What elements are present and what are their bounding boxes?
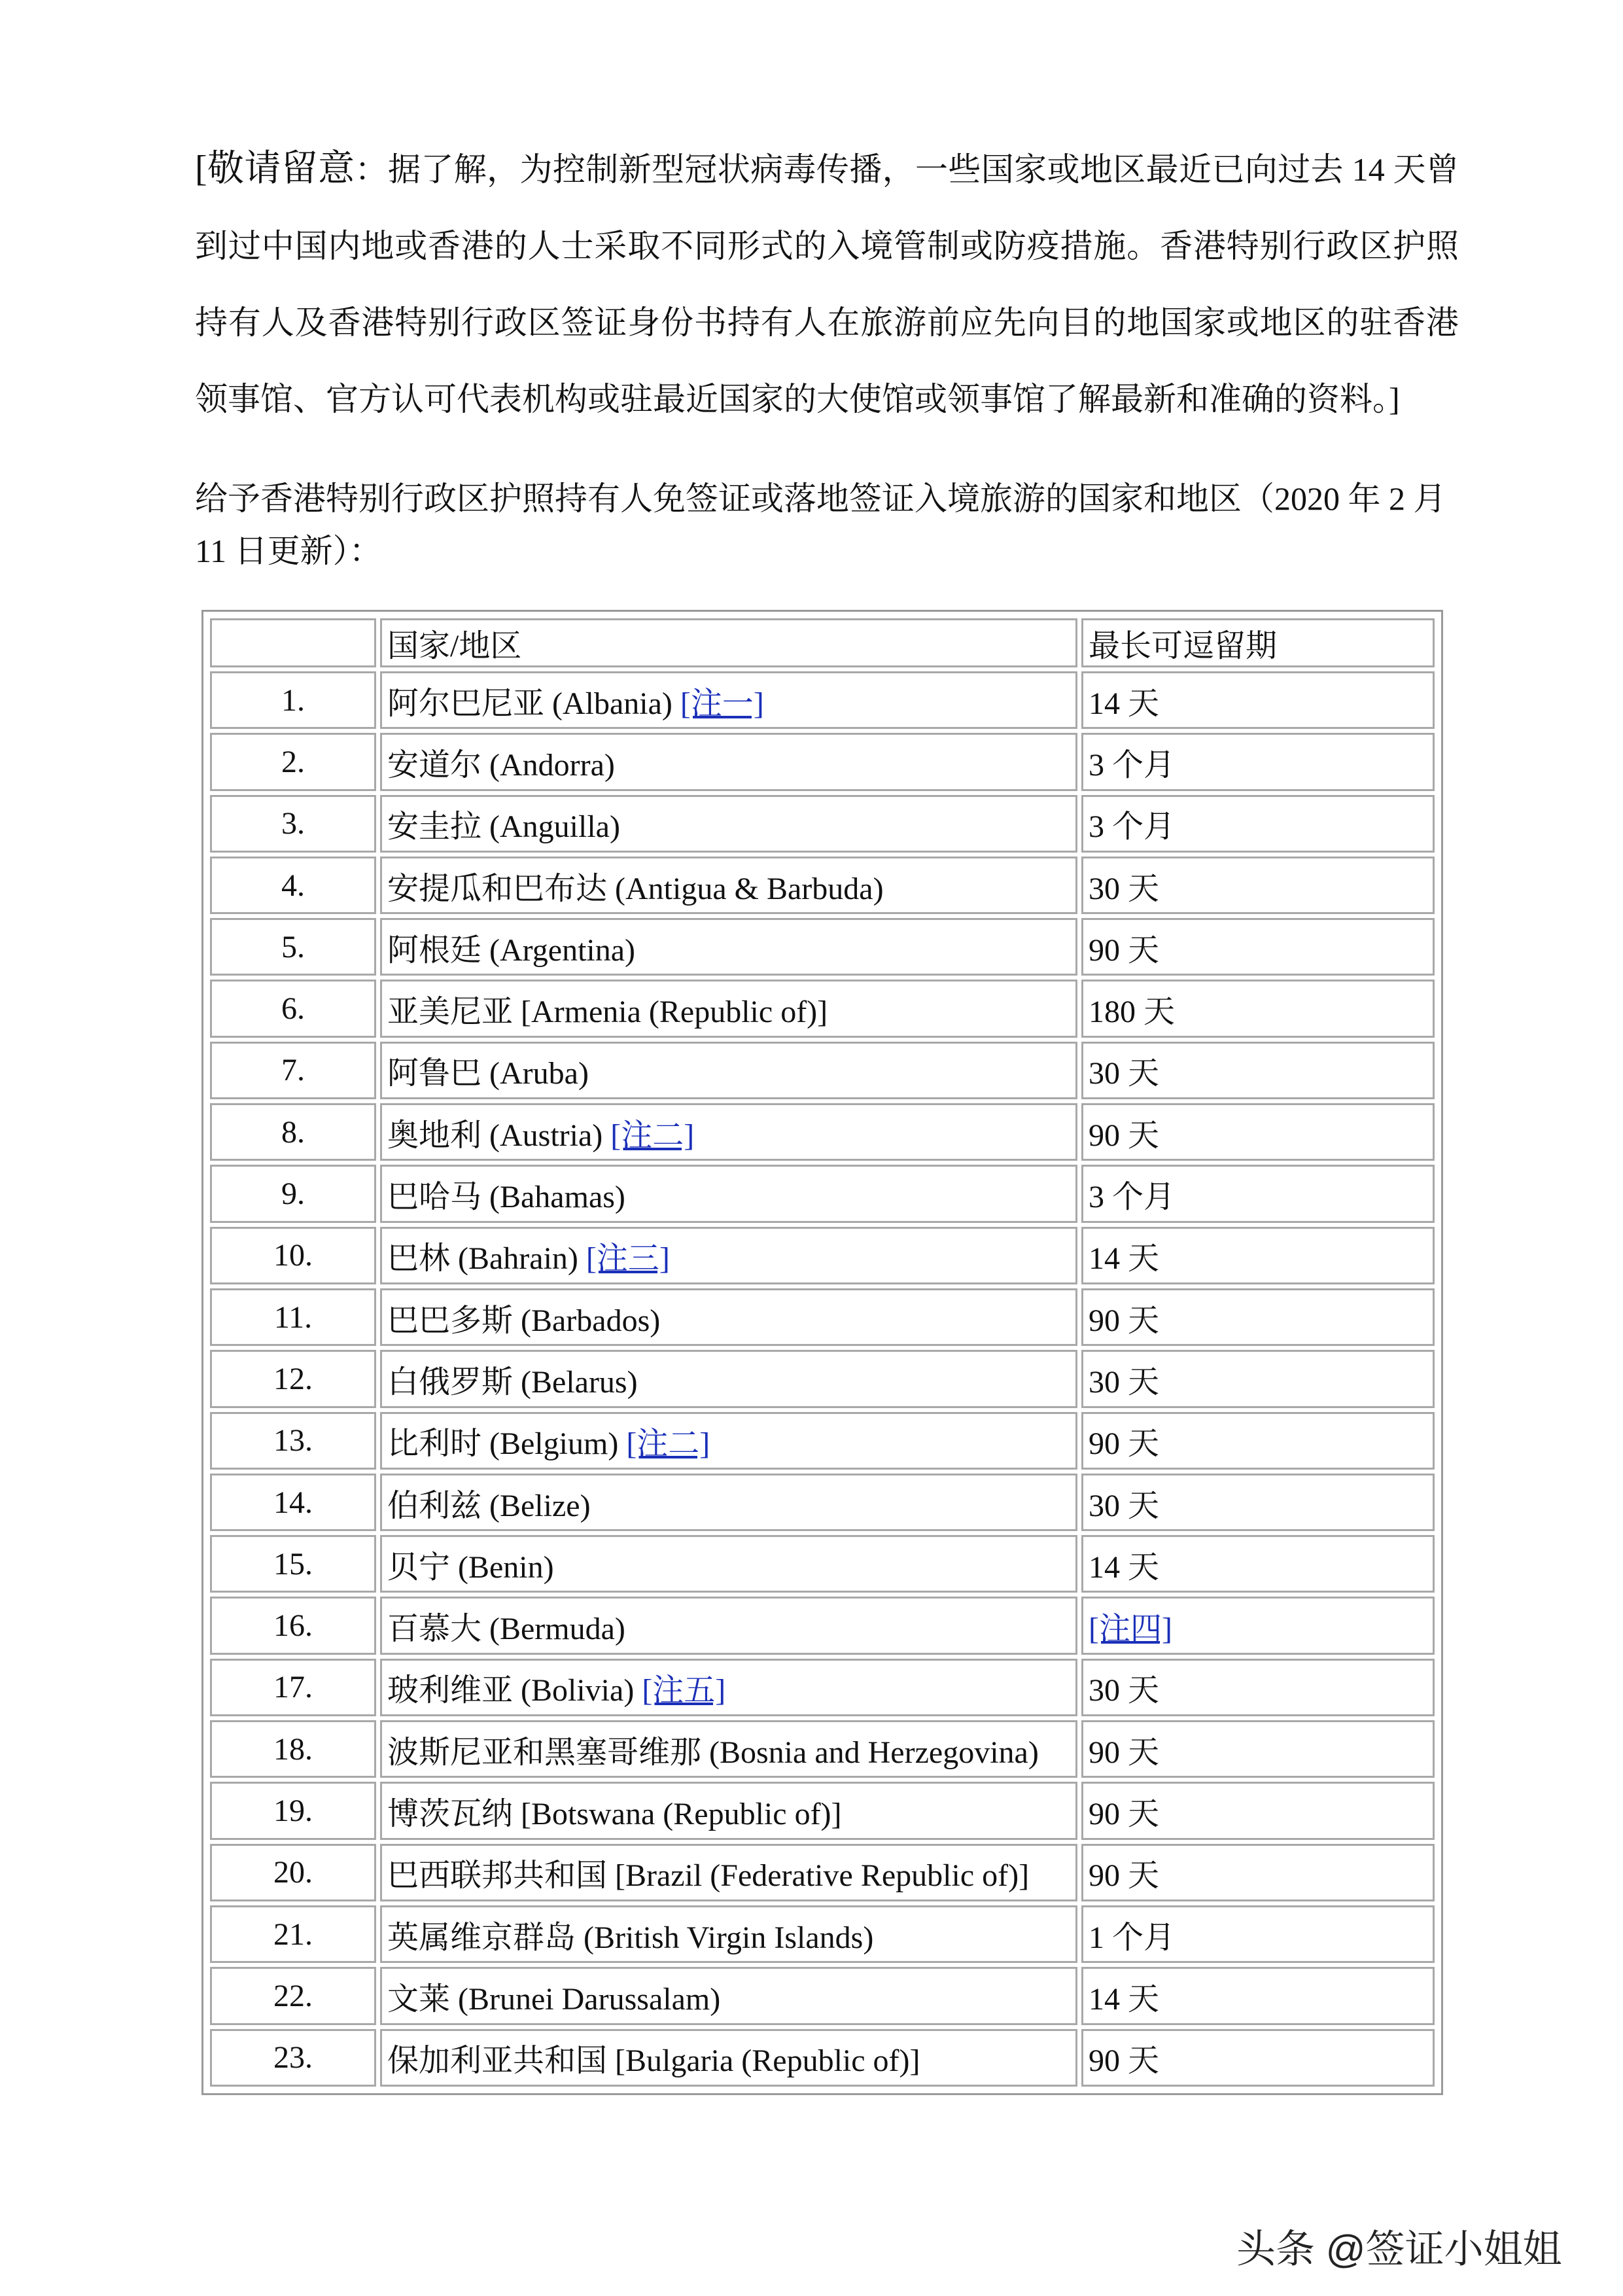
max-stay-cell — [1081, 1288, 1435, 1346]
table-row — [210, 1535, 1435, 1593]
intro-paragraph: 给予香港特别行政区护照持有人免签证或落地签证入境旅游的国家和地区（2020 年 2 月 11 日更新）： — [195, 480, 1446, 569]
table-body — [210, 671, 1435, 2087]
country-cell — [380, 1905, 1077, 1963]
header-country: 国家/地区 — [380, 618, 1077, 667]
country-name: 奥地利 (Austria) — [387, 1118, 603, 1153]
country-name: 玻利维亚 (Bolivia) — [387, 1673, 635, 1708]
table-row — [210, 795, 1435, 853]
max-stay-value: 3 个月 — [1089, 809, 1176, 845]
max-stay-cell — [1081, 1412, 1435, 1470]
max-stay-cell — [1081, 1165, 1435, 1222]
country-cell — [380, 2029, 1077, 2087]
max-stay-cell — [1081, 1103, 1435, 1161]
row-number: 2. — [210, 733, 376, 790]
max-stay-value: 90 天 — [1089, 1858, 1160, 1894]
table-row — [210, 857, 1435, 914]
table-row — [210, 733, 1435, 790]
footnote-link[interactable]: [注一] — [680, 686, 764, 721]
table-row — [210, 1967, 1435, 2024]
max-stay-cell — [1081, 1844, 1435, 1901]
country-name: 百慕大 (Bermuda) — [387, 1612, 625, 1647]
country-cell — [380, 1350, 1077, 1407]
max-stay-cell — [1081, 1905, 1435, 1963]
max-stay-value: 30 天 — [1089, 1488, 1160, 1523]
country-cell — [380, 1720, 1077, 1778]
max-stay-value: 30 天 — [1089, 1056, 1160, 1091]
max-stay-value: 14 天 — [1089, 1241, 1160, 1277]
row-number: 1. — [210, 671, 376, 729]
country-name: 阿根廷 (Argentina) — [387, 932, 636, 968]
table-row — [210, 1659, 1435, 1716]
table-header-row — [210, 618, 1435, 667]
notice-paragraph — [195, 131, 1459, 438]
notice-lead: [敬请留意 — [195, 149, 355, 189]
table-row — [210, 1227, 1435, 1284]
stay-footnote-link[interactable]: [注四] — [1089, 1612, 1172, 1647]
table-row — [210, 1720, 1435, 1778]
row-number: 19. — [210, 1782, 376, 1839]
country-cell — [380, 980, 1077, 1037]
country-name: 安道尔 (Andorra) — [387, 747, 615, 783]
max-stay-cell — [1081, 1535, 1435, 1593]
max-stay-cell — [1081, 980, 1435, 1037]
country-name: 巴西联邦共和国 [Brazil (Federative Republic of)] — [387, 1858, 1030, 1894]
table-row — [210, 1350, 1435, 1407]
row-number: 11. — [210, 1288, 376, 1346]
country-cell — [380, 1659, 1077, 1716]
footnote-link[interactable]: [注三] — [585, 1241, 670, 1277]
country-name: 波斯尼亚和黑塞哥维那 (Bosnia and Herzegovina) — [387, 1735, 1039, 1770]
table-row — [210, 1042, 1435, 1099]
country-cell — [380, 857, 1077, 914]
table-row — [210, 1288, 1435, 1346]
footnote-link[interactable]: [注二] — [626, 1426, 710, 1462]
country-cell — [380, 671, 1077, 729]
country-name: 巴巴多斯 (Barbados) — [387, 1303, 661, 1338]
table-row — [210, 918, 1435, 976]
max-stay-cell — [1081, 2029, 1435, 2087]
country-name: 安圭拉 (Anguilla) — [387, 809, 620, 845]
country-name: 伯利兹 (Belize) — [387, 1488, 591, 1523]
table-row — [210, 1165, 1435, 1222]
country-cell — [380, 733, 1077, 790]
row-number: 21. — [210, 1905, 376, 1963]
row-number: 16. — [210, 1597, 376, 1654]
row-number: 5. — [210, 918, 376, 976]
country-name: 比利时 (Belgium) — [387, 1426, 619, 1462]
row-number: 12. — [210, 1350, 376, 1407]
max-stay-cell — [1081, 1659, 1435, 1716]
country-cell — [380, 918, 1077, 976]
max-stay-cell — [1081, 1042, 1435, 1099]
header-index — [210, 618, 376, 667]
table-row — [210, 1412, 1435, 1470]
notice-body: 据了解，为控制新型冠状病毒传播，一些国家或地区最近已向过去 14 天曾到过中国内地或香港的人士采取不同形式的入境管制或防疫措施。香港特别行政区护照持有人及香港特别行政区签证身份书持有人在旅游前应先向目的地国家或地区的驻香港领事馆、官方认可代表机构或驻最近国家的大使馆或领事馆了解最新和准确的资料。] — [195, 151, 1459, 417]
max-stay-cell — [1081, 857, 1435, 914]
max-stay-cell — [1081, 1720, 1435, 1778]
row-number: 10. — [210, 1227, 376, 1284]
country-cell — [380, 1597, 1077, 1654]
country-name: 安提瓜和巴布达 (Antigua & Barbuda) — [387, 871, 884, 906]
row-number: 15. — [210, 1535, 376, 1593]
country-cell — [380, 1042, 1077, 1099]
max-stay-value: 30 天 — [1089, 1364, 1160, 1400]
max-stay-value: 14 天 — [1089, 1981, 1160, 2017]
visa-free-table — [206, 614, 1439, 2091]
row-number: 13. — [210, 1412, 376, 1470]
max-stay-value: 3 个月 — [1089, 1180, 1176, 1215]
row-number: 23. — [210, 2029, 376, 2087]
country-cell — [380, 1103, 1077, 1161]
row-number: 22. — [210, 1967, 376, 2024]
country-cell — [380, 1412, 1077, 1470]
header-max-stay: 最长可逗留期 — [1081, 618, 1435, 667]
country-name: 阿鲁巴 (Aruba) — [387, 1056, 589, 1091]
country-cell — [380, 1844, 1077, 1901]
max-stay-cell — [1081, 1782, 1435, 1839]
country-name: 白俄罗斯 (Belarus) — [387, 1364, 638, 1400]
max-stay-cell — [1081, 733, 1435, 790]
footnote-link[interactable]: [注二] — [610, 1118, 695, 1153]
country-name: 英属维京群岛 (British Virgin Islands) — [387, 1920, 874, 1955]
row-number: 7. — [210, 1042, 376, 1099]
max-stay-cell — [1081, 1597, 1435, 1654]
row-number: 8. — [210, 1103, 376, 1161]
row-number: 9. — [210, 1165, 376, 1222]
row-number: 14. — [210, 1474, 376, 1531]
max-stay-value: 1 个月 — [1089, 1920, 1176, 1955]
row-number: 20. — [210, 1844, 376, 1901]
footnote-link[interactable]: [注五] — [642, 1673, 726, 1708]
country-name: 贝宁 (Benin) — [387, 1549, 554, 1585]
max-stay-cell — [1081, 795, 1435, 853]
table-row — [210, 1103, 1435, 1161]
max-stay-cell — [1081, 671, 1435, 729]
max-stay-value: 90 天 — [1089, 1426, 1160, 1462]
max-stay-value: 90 天 — [1089, 2043, 1160, 2079]
max-stay-value: 90 天 — [1089, 1303, 1160, 1338]
max-stay-value: 90 天 — [1089, 1735, 1160, 1770]
country-cell — [380, 1967, 1077, 2024]
table-row — [210, 1474, 1435, 1531]
country-cell — [380, 1227, 1077, 1284]
country-name: 巴林 (Bahrain) — [387, 1241, 578, 1277]
max-stay-value: 14 天 — [1089, 686, 1160, 721]
max-stay-cell — [1081, 1350, 1435, 1407]
table-row — [210, 1782, 1435, 1839]
max-stay-value: 14 天 — [1089, 1549, 1160, 1585]
table-row — [210, 1905, 1435, 1963]
max-stay-value: 30 天 — [1089, 871, 1160, 906]
notice-colon: ： — [355, 151, 388, 188]
country-name: 巴哈马 (Bahamas) — [387, 1180, 625, 1215]
row-number: 3. — [210, 795, 376, 853]
max-stay-value: 30 天 — [1089, 1673, 1160, 1708]
table-row — [210, 980, 1435, 1037]
country-cell — [380, 1535, 1077, 1593]
country-name: 保加利亚共和国 [Bulgaria (Republic of)] — [387, 2043, 920, 2079]
table-row — [210, 1597, 1435, 1654]
row-number: 4. — [210, 857, 376, 914]
max-stay-value: 90 天 — [1089, 1118, 1160, 1153]
max-stay-cell — [1081, 1474, 1435, 1531]
max-stay-cell — [1081, 918, 1435, 976]
country-cell — [380, 795, 1077, 853]
country-cell — [380, 1288, 1077, 1346]
country-cell — [380, 1165, 1077, 1222]
country-name: 文莱 (Brunei Darussalam) — [387, 1981, 721, 2017]
country-name: 阿尔巴尼亚 (Albania) — [387, 686, 672, 721]
visa-table-container — [201, 610, 1443, 2095]
max-stay-cell — [1081, 1227, 1435, 1284]
country-cell — [380, 1782, 1077, 1839]
table-row — [210, 1844, 1435, 1901]
max-stay-value: 90 天 — [1089, 932, 1160, 968]
row-number: 6. — [210, 980, 376, 1037]
country-cell — [380, 1474, 1077, 1531]
max-stay-value: 3 个月 — [1089, 747, 1176, 783]
country-name: 亚美尼亚 [Armenia (Republic of)] — [387, 995, 828, 1030]
watermark: 头条 @签证小姐姐 — [1236, 2227, 1562, 2271]
max-stay-value: 180 天 — [1089, 995, 1176, 1030]
table-row — [210, 2029, 1435, 2087]
country-name: 博茨瓦纳 [Botswana (Republic of)] — [387, 1796, 842, 1831]
max-stay-value: 90 天 — [1089, 1796, 1160, 1831]
table-row — [210, 671, 1435, 729]
row-number: 17. — [210, 1659, 376, 1716]
row-number: 18. — [210, 1720, 376, 1778]
max-stay-cell — [1081, 1967, 1435, 2024]
